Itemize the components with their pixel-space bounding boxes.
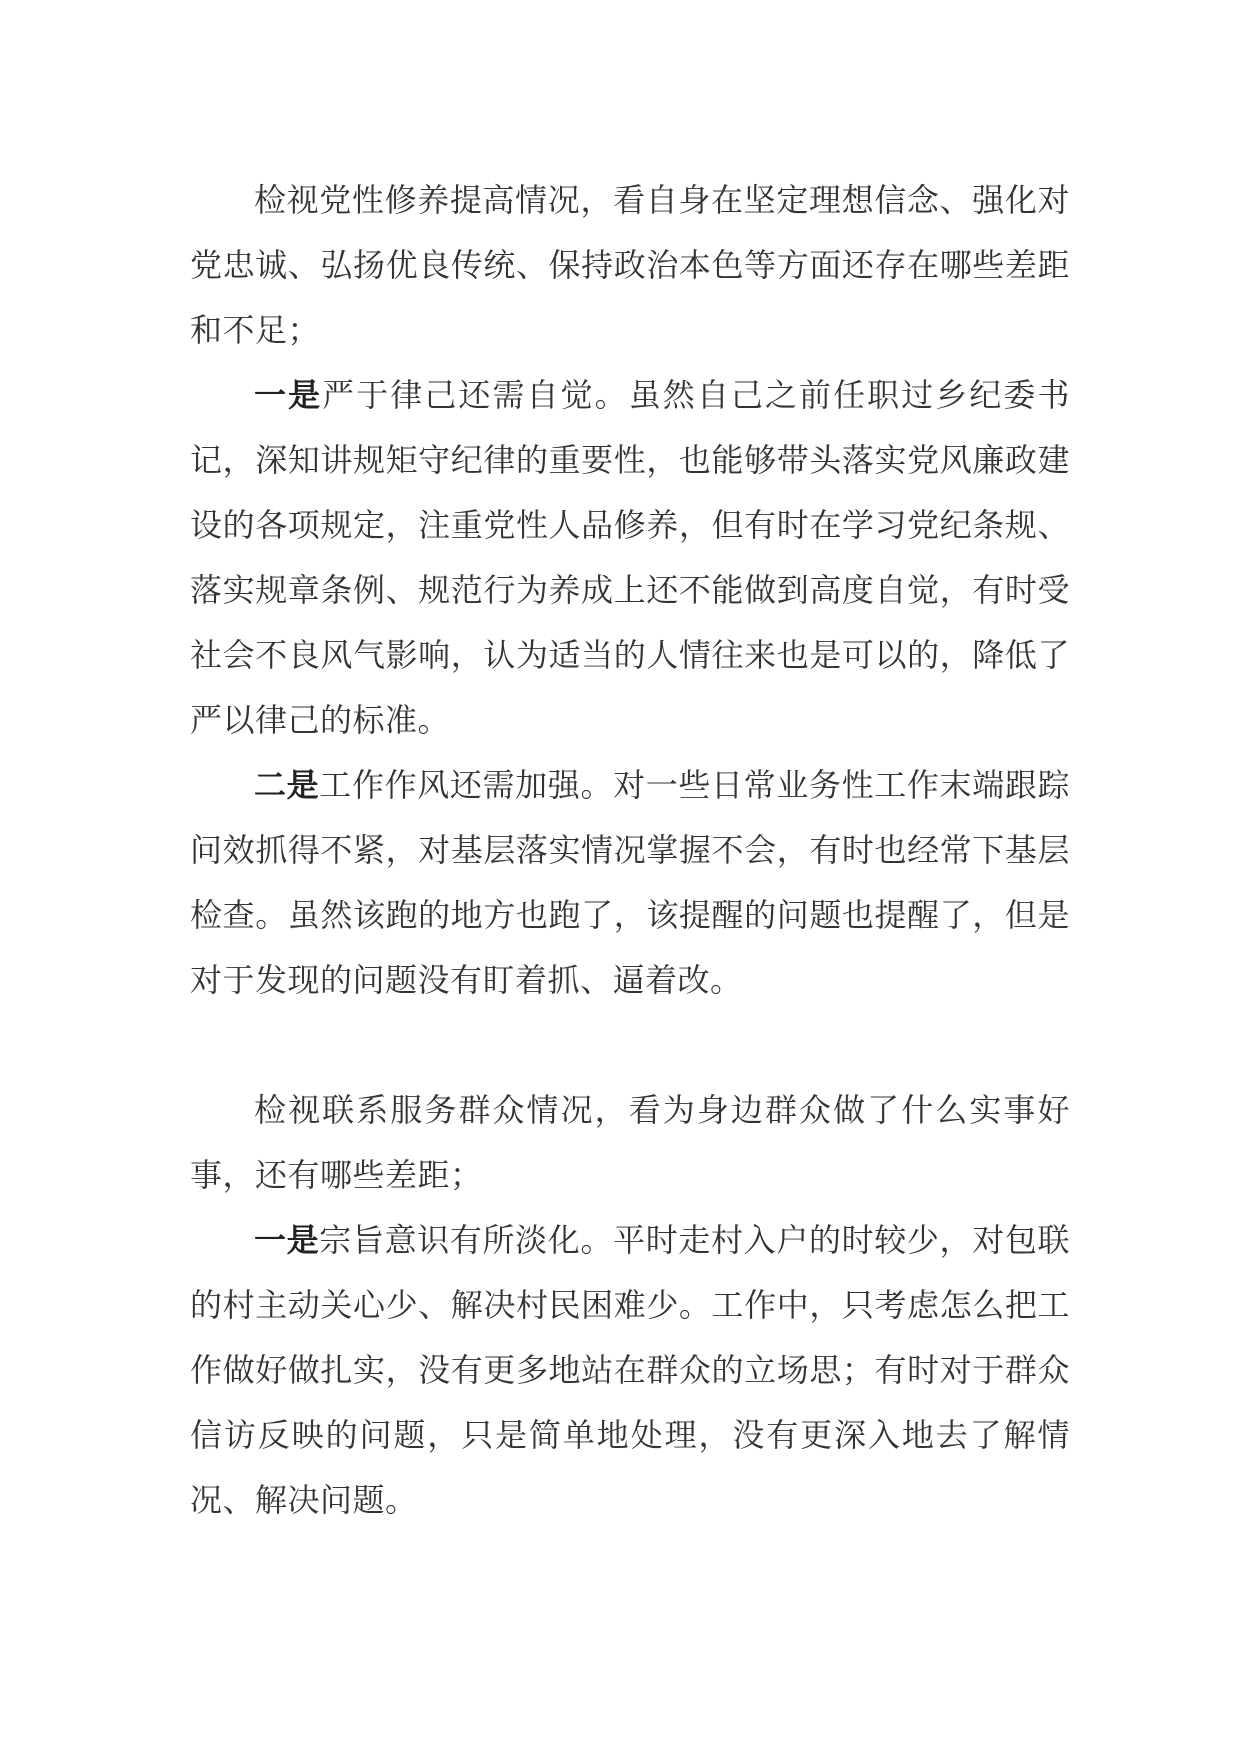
document-body — [190, 168, 1070, 1533]
item-lead: 一是 — [254, 1221, 320, 1259]
section-heading: 检视联系服务群众情况，看为身边群众做了什么实事好事，还有哪些差距； — [190, 1091, 1070, 1194]
list-item — [190, 1208, 1070, 1533]
item-lead: 一是 — [254, 376, 323, 414]
section-party-spirit — [190, 168, 1070, 1013]
section-serving-masses — [190, 1078, 1070, 1533]
item-text: 宗旨意识有所淡化。平时走村入户的时较少，对包联的村主动关心少、解决村民困难少。工作中，只考虑怎么把工作做好做扎实，没有更多地站在群众的立场思；有时对于群众信访反映的问题，只是简单地处理，没有更深入地去了解情况、解决问题。 — [190, 1221, 1070, 1519]
list-item — [190, 363, 1070, 753]
list-item — [190, 753, 1070, 1013]
item-text: 严于律己还需自觉。虽然自己之前任职过乡纪委书记，深知讲规矩守纪律的重要性，也能够带头落实党风廉政建设的各项规定，注重党性人品修养，但有时在学习党纪条规、落实规章条例、规范行为养成上还不能做到高度自觉，有时受社会不良风气影响，认为适当的人情往来也是可以的，降低了严以律己的标准。 — [190, 376, 1070, 739]
item-lead: 二是 — [254, 766, 320, 804]
section-heading: 检视党性修养提高情况，看自身在坚定理想信念、强化对党忠诚、弘扬优良传统、保持政治本色等方面还存在哪些差距和不足； — [190, 181, 1070, 349]
item-text: 工作作风还需加强。对一些日常业务性工作末端跟踪问效抓得不紧，对基层落实情况掌握不会，有时也经常下基层检查。虽然该跑的地方也跑了，该提醒的问题也提醒了，但是对于发现的问题没有盯着抓、逼着改。 — [190, 766, 1070, 999]
